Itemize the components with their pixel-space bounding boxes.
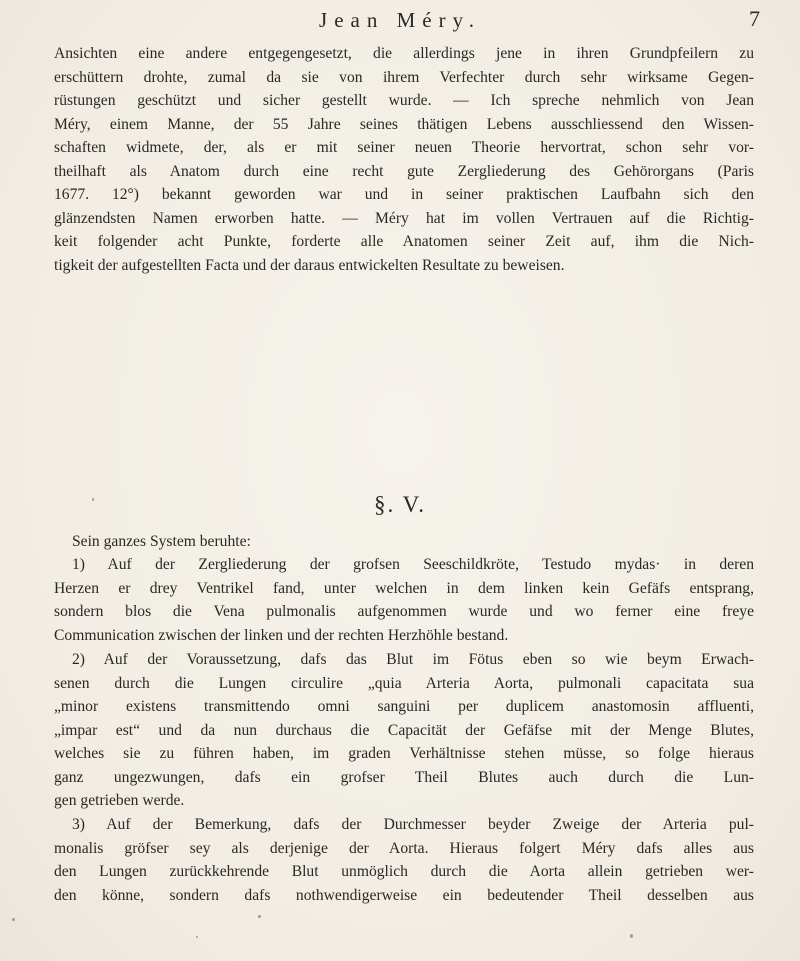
paper-speck xyxy=(196,936,198,938)
text-line: welches sie zu führen haben, im graden Verhältnisse stehen müsse, so folge hieraus xyxy=(54,745,754,762)
running-title: Jean Méry. xyxy=(319,8,481,32)
text-line: 1) Auf der Zergliederung der grofsen Seeschildkröte, Testudo mydas· in deren xyxy=(72,556,754,573)
text-line: 1677. 12°) bekannt geworden war und in seiner praktischen Laufbahn sich den xyxy=(54,186,754,203)
text-line: den Lungen zurückkehrende Blut unmöglich durch die Aorta allein getrieben wer- xyxy=(54,863,754,880)
text-line: ganz ungezwungen, dafs ein grofser Theil Blutes auch durch die Lun- xyxy=(54,768,754,786)
text-line: erschüttern drohte, zumal da sie von ihrem Verfechter durch sehr wirksame Gegen- xyxy=(54,68,754,86)
text-line: Communication zwischen der linken und der rechten Herzhöhle bestand. xyxy=(54,626,509,644)
text-line: „minor existens transmittendo omni sanguini per duplicem anastomosin affluenti, xyxy=(54,698,754,715)
text-line: Ansichten eine andere entgegengesetzt, die allerdings jene in ihren Grundpfeilern zu xyxy=(54,45,754,62)
text-line: Méry, einem Manne, der 55 Jahre seines thätigen Lebens ausschliessend den Wissen- xyxy=(54,115,754,133)
text-line: gen getrieben werde. xyxy=(54,792,185,809)
text-line: den könne, sondern dafs nothwendigerweise ein bedeutender Theil desselben aus xyxy=(54,886,754,904)
paper-speck xyxy=(258,915,261,918)
text-line: schaften widmete, der, als er mit seiner neuen Theorie hervortrat, schon sehr vor- xyxy=(54,139,754,156)
paper-speck xyxy=(12,918,15,921)
text-line: monalis gröfser sey als derjenige der Aorta. Hieraus folgert Méry dafs alles aus xyxy=(54,839,754,857)
text-line: glänzendsten Namen erworben hatte. — Méry hat im vollen Vertrauen auf die Richtig- xyxy=(54,209,754,227)
paper-speck xyxy=(92,498,94,501)
section-heading: §. V. xyxy=(374,492,426,517)
text-line: sondern blos die Vena pulmonalis aufgenommen wurde und wo ferner eine freye xyxy=(54,603,754,620)
text-line: tigkeit der aufgestellten Facta und der daraus entwickelten Resultate zu beweisen. xyxy=(54,256,565,274)
text-line: theilhaft als Anatom durch eine recht gute Zergliederung des Gehörorgans (Paris xyxy=(54,162,754,180)
text-line: Herzen er drey Ventrikel fand, unter welchen in dem linken kein Gefäfs entsprang, xyxy=(54,579,754,597)
text-line: keit folgender acht Punkte, forderte alle Anatomen seiner Zeit auf, ihm die Nich- xyxy=(54,233,754,250)
paper-speck xyxy=(630,934,633,938)
text-line: „impar est“ und da nun durchaus die Capacität der Gefäfse mit der Menge Blutes, xyxy=(54,721,754,739)
text-line: 3) Auf der Bemerkung, dafs der Durchmesser beyder Zweige der Arteria pul- xyxy=(72,816,754,833)
text-line: 2) Auf der Voraussetzung, dafs das Blut im Fötus eben so wie beym Erwach- xyxy=(72,651,754,668)
text-line: rüstungen geschützt und sicher gestellt wurde. — Ich spreche nehmlich von Jean xyxy=(54,92,754,109)
text-line: senen durch die Lungen circulire „quia Arteria Aorta, pulmonali capacitata sua xyxy=(54,674,754,692)
text-line: Sein ganzes System beruhte: xyxy=(72,533,251,550)
page-number: 7 xyxy=(749,6,760,31)
